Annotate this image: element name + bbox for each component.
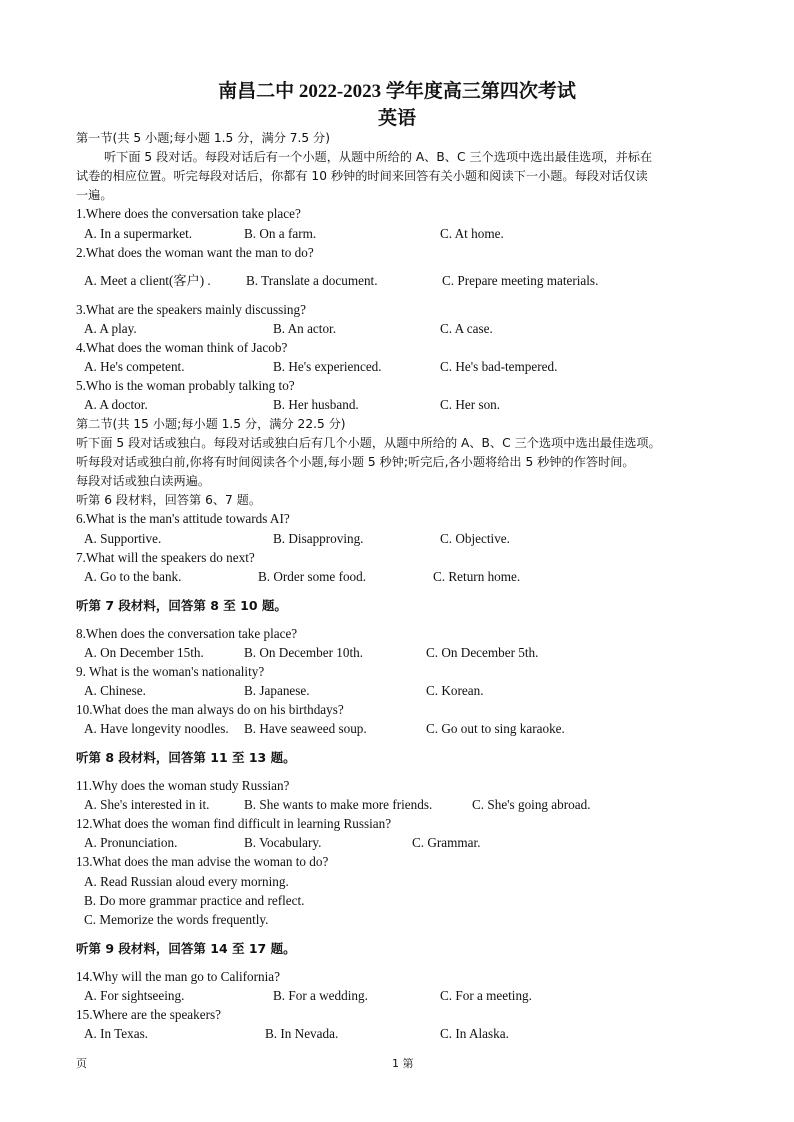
q3-option-a: A. A play. bbox=[84, 321, 137, 336]
q2-option-a: A. Meet a client(客户) . bbox=[84, 273, 211, 288]
q6-option-c: C. Objective. bbox=[440, 531, 510, 546]
question-4: 4.What does the woman think of Jacob? bbox=[76, 340, 288, 355]
q15-option-c: C. In Alaska. bbox=[440, 1026, 509, 1041]
question-3: 3.What are the speakers mainly discussing? bbox=[76, 302, 306, 317]
q9-option-a: A. Chinese. bbox=[84, 683, 146, 698]
question-11: 11.Why does the woman study Russian? bbox=[76, 778, 290, 793]
q10-option-c: C. Go out to sing karaoke. bbox=[426, 721, 565, 736]
q8-option-b: B. On December 10th. bbox=[244, 645, 364, 660]
section2-instruction-3: 每段对话或独白读两遍。 bbox=[76, 474, 211, 488]
q1-option-c: C. At home. bbox=[440, 226, 504, 241]
q11-option-b: B. She wants to make more friends. bbox=[244, 797, 433, 812]
question-9: 9. What is the woman's nationality? bbox=[76, 664, 265, 679]
q7-option-b: B. Order some food. bbox=[258, 569, 367, 584]
q14-option-a: A. For sightseeing. bbox=[84, 988, 185, 1003]
q3-option-c: C. A case. bbox=[440, 321, 493, 336]
q11-option-a: A. She's interested in it. bbox=[84, 797, 210, 812]
material-6-heading: 听第 6 段材料，回答第 6、7 题。 bbox=[76, 493, 262, 507]
question-10: 10.What does the man always do on his birthdays? bbox=[76, 702, 344, 717]
q5-option-a: A. A doctor. bbox=[84, 397, 148, 412]
q4-option-c: C. He's bad-tempered. bbox=[440, 359, 558, 374]
q6-option-a: A. Supportive. bbox=[84, 531, 162, 546]
question-6: 6.What is the man's attitude towards AI? bbox=[76, 511, 290, 526]
section2-instruction-2: 听每段对话或独白前,你将有时间阅读各个小题,每小题 5 秒钟;听完后,各小题将给出 5 秒钟的作答时间。 bbox=[76, 455, 635, 469]
question-8: 8.When does the conversation take place? bbox=[76, 626, 298, 641]
q10-option-b: B. Have seaweed soup. bbox=[244, 721, 367, 736]
q5-option-b: B. Her husband. bbox=[273, 397, 359, 412]
section1-instruction-1: 听下面 5 段对话。每段对话后有一个小题，从题中所给的 A、B、C 三个选项中选出最佳选项，并标在 bbox=[104, 150, 653, 164]
q12-option-b: B. Vocabulary. bbox=[244, 835, 322, 850]
q7-option-a: A. Go to the bank. bbox=[84, 569, 182, 584]
q13-option-a: A. Read Russian aloud every morning. bbox=[84, 874, 289, 889]
section1-heading: 第一节(共 5 小题;每小题 1.5 分，满分 7.5 分) bbox=[76, 131, 331, 145]
q14-option-c: C. For a meeting. bbox=[440, 988, 532, 1003]
material-8-heading: 听第 8 段材料，回答第 11 至 13 题。 bbox=[76, 750, 296, 765]
question-5: 5.Who is the woman probably talking to? bbox=[76, 378, 295, 393]
question-1: 1.Where does the conversation take place? bbox=[76, 206, 301, 221]
subject-title: 英语 bbox=[377, 108, 416, 129]
q4-option-b: B. He's experienced. bbox=[273, 359, 382, 374]
q5-option-c: C. Her son. bbox=[440, 397, 501, 412]
q12-option-a: A. Pronunciation. bbox=[84, 835, 178, 850]
section1-instruction-2: 试卷的相应位置。听完每段对话后，你都有 10 秒钟的时间来回答有关小题和阅读下一小题。每段对话仅读 bbox=[76, 169, 648, 183]
q10-option-a: A. Have longevity noodles. bbox=[84, 721, 229, 736]
q4-option-a: A. He's competent. bbox=[84, 359, 185, 374]
footer-left: 页 bbox=[76, 1057, 87, 1070]
question-14: 14.Why will the man go to California? bbox=[76, 969, 280, 984]
q15-option-b: B. In Nevada. bbox=[265, 1026, 339, 1041]
exam-title: 南昌二中 2022-2023 学年度高三第四次考试 bbox=[218, 81, 576, 102]
q13-option-b: B. Do more grammar practice and reflect. bbox=[84, 893, 305, 908]
q3-option-b: B. An actor. bbox=[273, 321, 336, 336]
q13-option-c: C. Memorize the words frequently. bbox=[84, 912, 269, 927]
q7-option-c: C. Return home. bbox=[433, 569, 521, 584]
q15-option-a: A. In Texas. bbox=[84, 1026, 149, 1041]
section2-instruction-1: 听下面 5 段对话或独白。每段对话或独白后有几个小题，从题中所给的 A、B、C 三个选项中选出最佳选项。 bbox=[76, 436, 661, 450]
q9-option-b: B. Japanese. bbox=[244, 683, 310, 698]
q6-option-b: B. Disapproving. bbox=[273, 531, 364, 546]
q2-option-c: C. Prepare meeting materials. bbox=[442, 273, 599, 288]
material-7-heading: 听第 7 段材料，回答第 8 至 10 题。 bbox=[76, 598, 287, 613]
question-13: 13.What does the man advise the woman to do? bbox=[76, 854, 329, 869]
q1-option-a: A. In a supermarket. bbox=[84, 226, 193, 241]
q8-option-a: A. On December 15th. bbox=[84, 645, 204, 660]
question-12: 12.What does the woman find difficult in learning Russian? bbox=[76, 816, 392, 831]
q1-option-b: B. On a farm. bbox=[244, 226, 317, 241]
footer-page-number: 1 第 bbox=[392, 1057, 414, 1070]
q9-option-c: C. Korean. bbox=[426, 683, 484, 698]
material-9-heading: 听第 9 段材料，回答第 14 至 17 题。 bbox=[76, 941, 296, 956]
question-15: 15.Where are the speakers? bbox=[76, 1007, 221, 1022]
q12-option-c: C. Grammar. bbox=[412, 835, 481, 850]
section1-instruction-3: 一遍。 bbox=[76, 188, 113, 202]
section2-heading: 第二节(共 15 小题;每小题 1.5 分，满分 22.5 分) bbox=[76, 417, 346, 431]
q2-option-b: B. Translate a document. bbox=[246, 273, 378, 288]
question-7: 7.What will the speakers do next? bbox=[76, 550, 255, 565]
q14-option-b: B. For a wedding. bbox=[273, 988, 368, 1003]
question-2: 2.What does the woman want the man to do? bbox=[76, 245, 314, 260]
q8-option-c: C. On December 5th. bbox=[426, 645, 539, 660]
q11-option-c: C. She's going abroad. bbox=[472, 797, 591, 812]
